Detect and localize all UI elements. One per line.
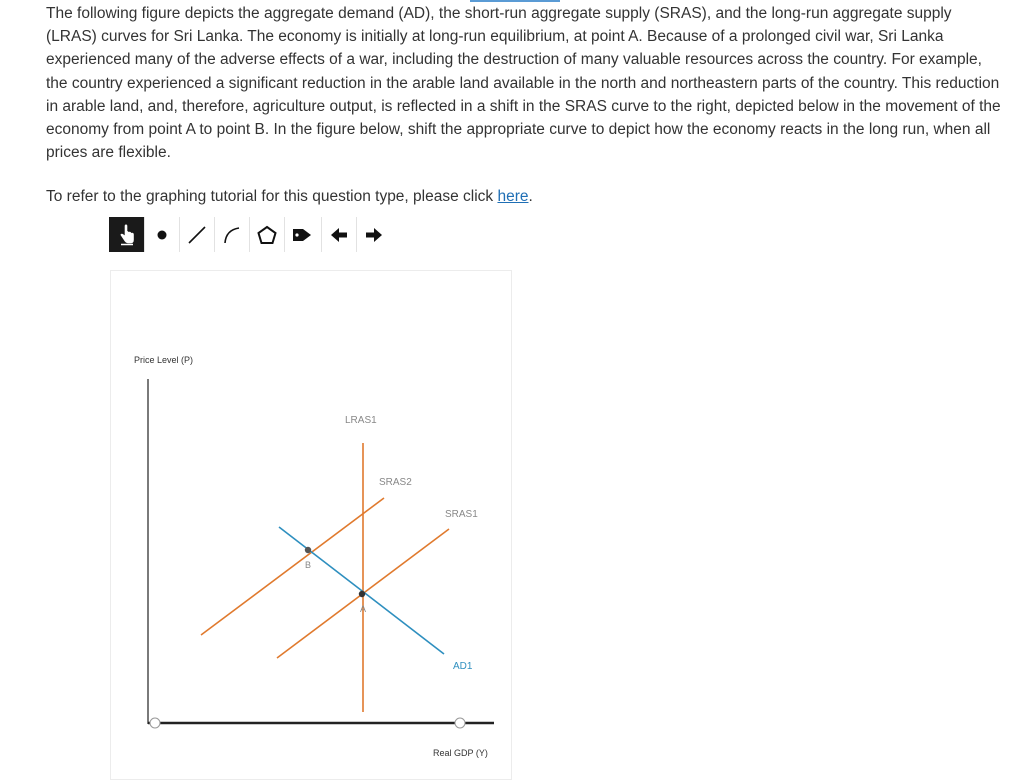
question-text: [46, 2, 1006, 164]
x-axis-handle[interactable]: [455, 718, 465, 728]
graph-panel: [110, 270, 512, 780]
sras2-label: SRAS2: [379, 477, 412, 488]
ad-as-graph: [111, 271, 513, 773]
point-b-label: B: [305, 560, 312, 570]
dot-icon: [155, 228, 169, 242]
redo-arrow-icon: [363, 224, 385, 246]
tutorial-prefix: To refer to the graphing tutorial for this question type, please click: [46, 188, 498, 205]
pointer-tool[interactable]: [109, 217, 144, 252]
origin-handle[interactable]: [150, 718, 160, 728]
undo-arrow-icon: [328, 224, 350, 246]
point-a-marker[interactable]: [359, 591, 365, 597]
graph-toolbar: [109, 217, 391, 252]
point-a-label: A: [360, 604, 367, 614]
y-axis-label: Price Level (P): [134, 355, 194, 365]
ad1-curve[interactable]: [279, 527, 444, 654]
pentagon-icon: [256, 224, 278, 246]
sras2-curve[interactable]: [201, 498, 384, 635]
point-tool[interactable]: [144, 217, 179, 252]
tag-icon: [291, 224, 313, 246]
tutorial-here-link[interactable]: here: [497, 188, 529, 205]
redo-tool[interactable]: [356, 217, 391, 252]
line-tool[interactable]: [179, 217, 214, 252]
sras1-label: SRAS1: [445, 509, 478, 520]
curve-tool[interactable]: [214, 217, 249, 252]
x-axis-label: Real GDP (Y): [433, 748, 488, 758]
undo-tool[interactable]: [321, 217, 356, 252]
point-b-marker[interactable]: [305, 547, 311, 553]
hand-pointer-icon: [117, 224, 137, 246]
lras1-label: LRAS1: [345, 415, 377, 426]
tutorial-line: [46, 185, 533, 208]
line-icon: [186, 224, 208, 246]
curve-icon: [221, 224, 243, 246]
question-paragraph: The following figure depicts the aggregate demand (AD), the short-run aggregate supply (SRAS), and the long-run aggregate supply (LRAS) curves for Sri Lanka. The economy is initially at long-run equilibrium, at point A. Because of a prolonged civil war, Sri Lanka experienced many of the adverse effects of a war, including the destruction of many valuable resources across the country. For example, the country experienced a significant reduction in the arable land available in the north and northeastern parts of the country. This reduction in arable land, and, therefore, agriculture output, is reflected in a shift in the SRAS curve to the right, depicted below in the movement of the economy from point A to point B. In the figure below, shift the appropriate curve to depict how the economy reacts in the long run, when all prices are flexible.: [46, 5, 1001, 162]
tutorial-suffix: .: [528, 188, 533, 205]
ad1-label: AD1: [453, 661, 473, 672]
label-tool[interactable]: [284, 217, 319, 252]
polygon-tool[interactable]: [249, 217, 284, 252]
